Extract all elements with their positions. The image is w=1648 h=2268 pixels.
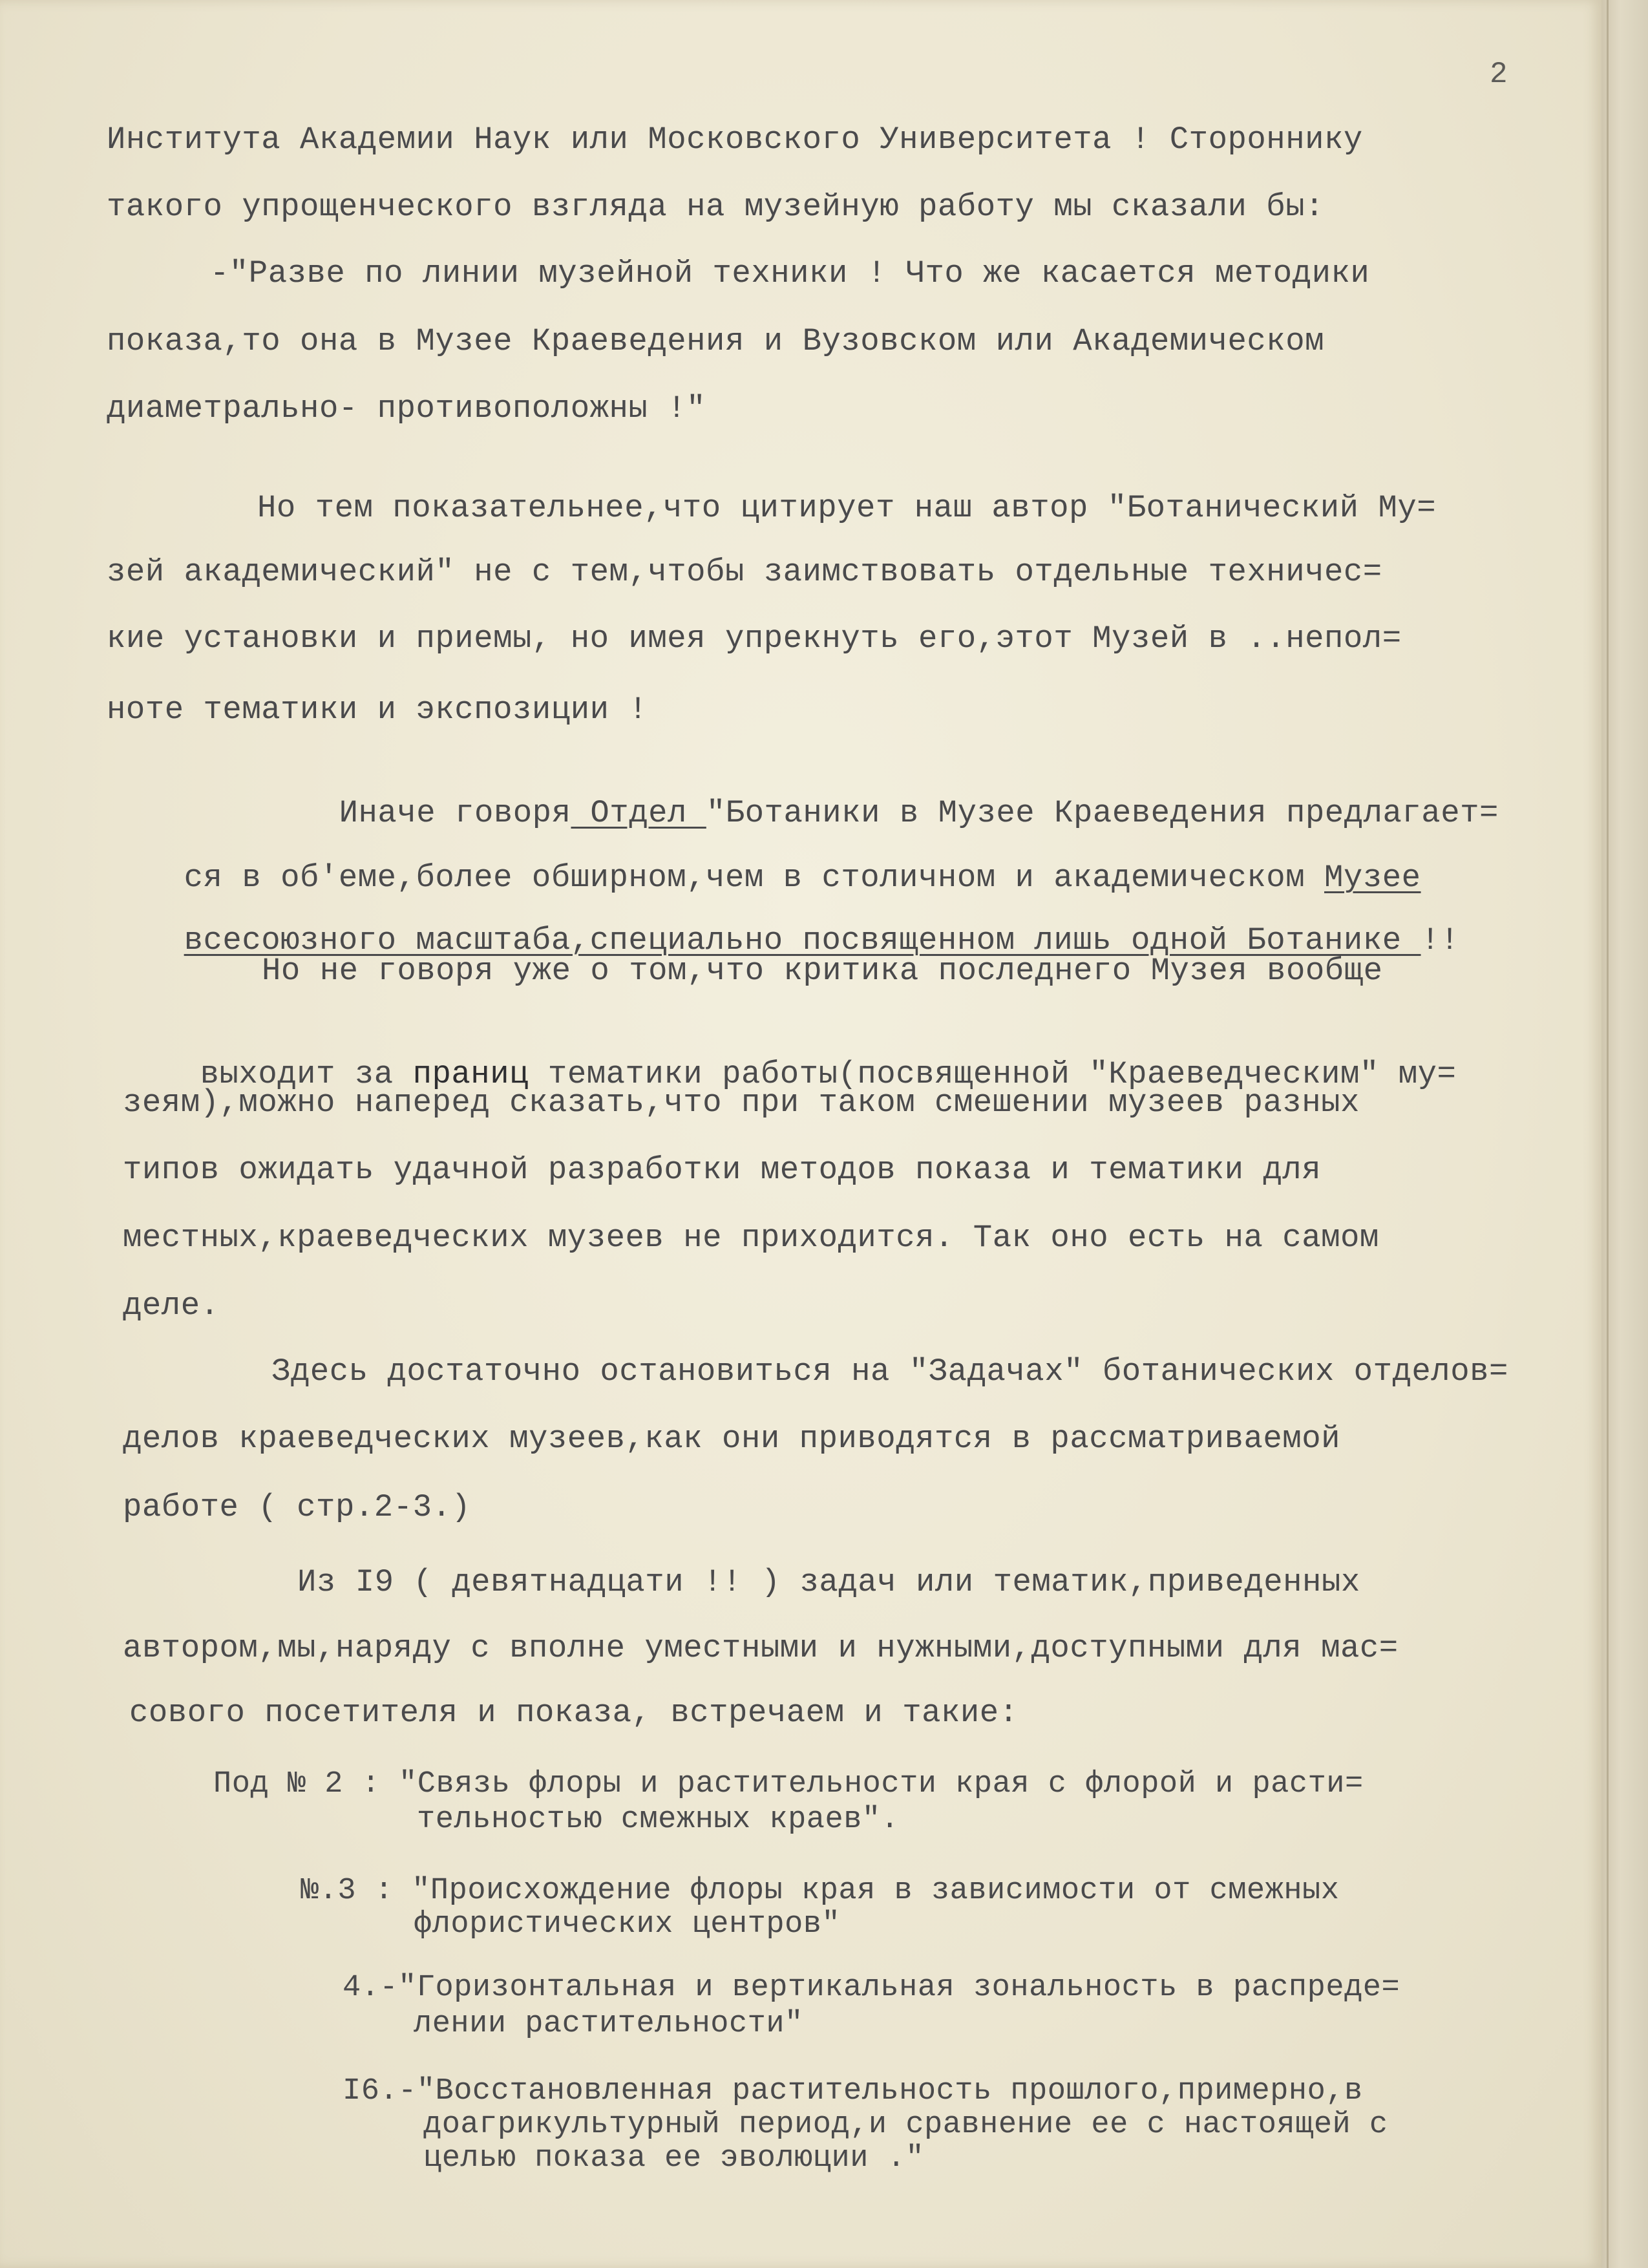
text-fragment: праниц <box>412 1056 529 1092</box>
text-line: показа,то она в Музее Краеведения и Вузовском или Академическом <box>107 323 1325 359</box>
text-line: Из I9 ( девятнадцати !! ) задач или тематик,приведенных <box>297 1564 1360 1600</box>
list-item-line: тельностью смежных краев". <box>417 1803 900 1837</box>
text-line: автором,мы,наряду с вполне уместными и нужными,доступными для мас= <box>123 1630 1399 1666</box>
text-fragment: !! <box>1421 922 1460 959</box>
text-line: Здесь достаточно остановиться на "Задачах" ботанических отделов= <box>271 1353 1508 1390</box>
list-item-line: №.3 : "Происхождение флоры края в зависимости от смежных <box>301 1874 1340 1908</box>
text-line: кие установки и приемы, но имея упрекнуть его,этот Музей в ..непол= <box>107 620 1402 657</box>
list-item-line: флористических центров" <box>414 1907 841 1942</box>
text-fragment: ся в об'еме,более обширном,чем в столичном и академическом <box>184 860 1325 896</box>
underlined-text: всесоюзного масштаба,специально посвященном лишь одной Ботанике <box>184 922 1421 959</box>
text-line: Института Академии Наук или Московского Университета ! Стороннику <box>107 122 1363 158</box>
page-number: 2 <box>1490 58 1508 91</box>
text-line: местных,краеведческих музеев не приходится. Так оно есть на самом <box>123 1220 1379 1256</box>
text-line: делов краеведческих музеев,как они приводятся в рассматриваемой <box>123 1421 1341 1457</box>
list-item-line: Под № 2 : "Связь флоры и растительности края с флорой и расти= <box>213 1767 1364 1801</box>
text-line: Но тем показательнее,что цитирует наш автор "Ботанический Му= <box>257 490 1437 526</box>
list-item-line: I6.-"Восстановленная растительность прошлого,примерно,в <box>343 2074 1363 2108</box>
text-line: такого упрощенческого взгляда на музейную работу мы сказали бы: <box>107 189 1325 225</box>
text-line: работе ( стр.2-3.) <box>123 1489 471 1525</box>
text-line: Но не говоря уже о том,что критика последнего Музея вообще <box>262 953 1383 989</box>
text-line: -"Разве по линии музейной техники ! Что же касается методики <box>210 255 1370 291</box>
text-line: типов ожидать удачной разработки методов показа и тематики для <box>123 1152 1322 1188</box>
text-fragment: тематики работы(посвященной "Краеведческим" му= <box>529 1056 1457 1092</box>
text-fragment: выходит за <box>200 1056 413 1092</box>
list-item-line: 4.-"Горизонтальная и вертикальная зональность в распреде= <box>343 1971 1400 2005</box>
list-item-line: доагрикультурный период,и сравнение ее с настоящей с <box>423 2108 1388 2142</box>
text-line: ноте тематики и экспозиции ! <box>107 692 648 728</box>
underlined-text: Музее <box>1324 860 1421 896</box>
text-line: деле. <box>123 1288 220 1324</box>
text-line: сового посетителя и показа, встречаем и такие: <box>129 1695 1019 1731</box>
list-item-line: лении растительности" <box>414 2007 803 2041</box>
text-fragment: "Ботаники в Музее Краеведения предлагает= <box>706 795 1499 831</box>
text-line: зеям),можно наперед сказать,что при таком смешении музеев разных <box>123 1085 1360 1121</box>
text-fragment: Иначе говоря <box>339 795 571 831</box>
underlined-text: Отдел <box>571 795 706 831</box>
text-line: зей академический" не с тем,чтобы заимствовать отдельные техничес= <box>107 554 1382 590</box>
text-line: диаметрально- противоположны !" <box>107 390 706 427</box>
list-item-line: целью показа ее эволюции ." <box>423 2141 925 2176</box>
paper-edge <box>1601 0 1648 2268</box>
